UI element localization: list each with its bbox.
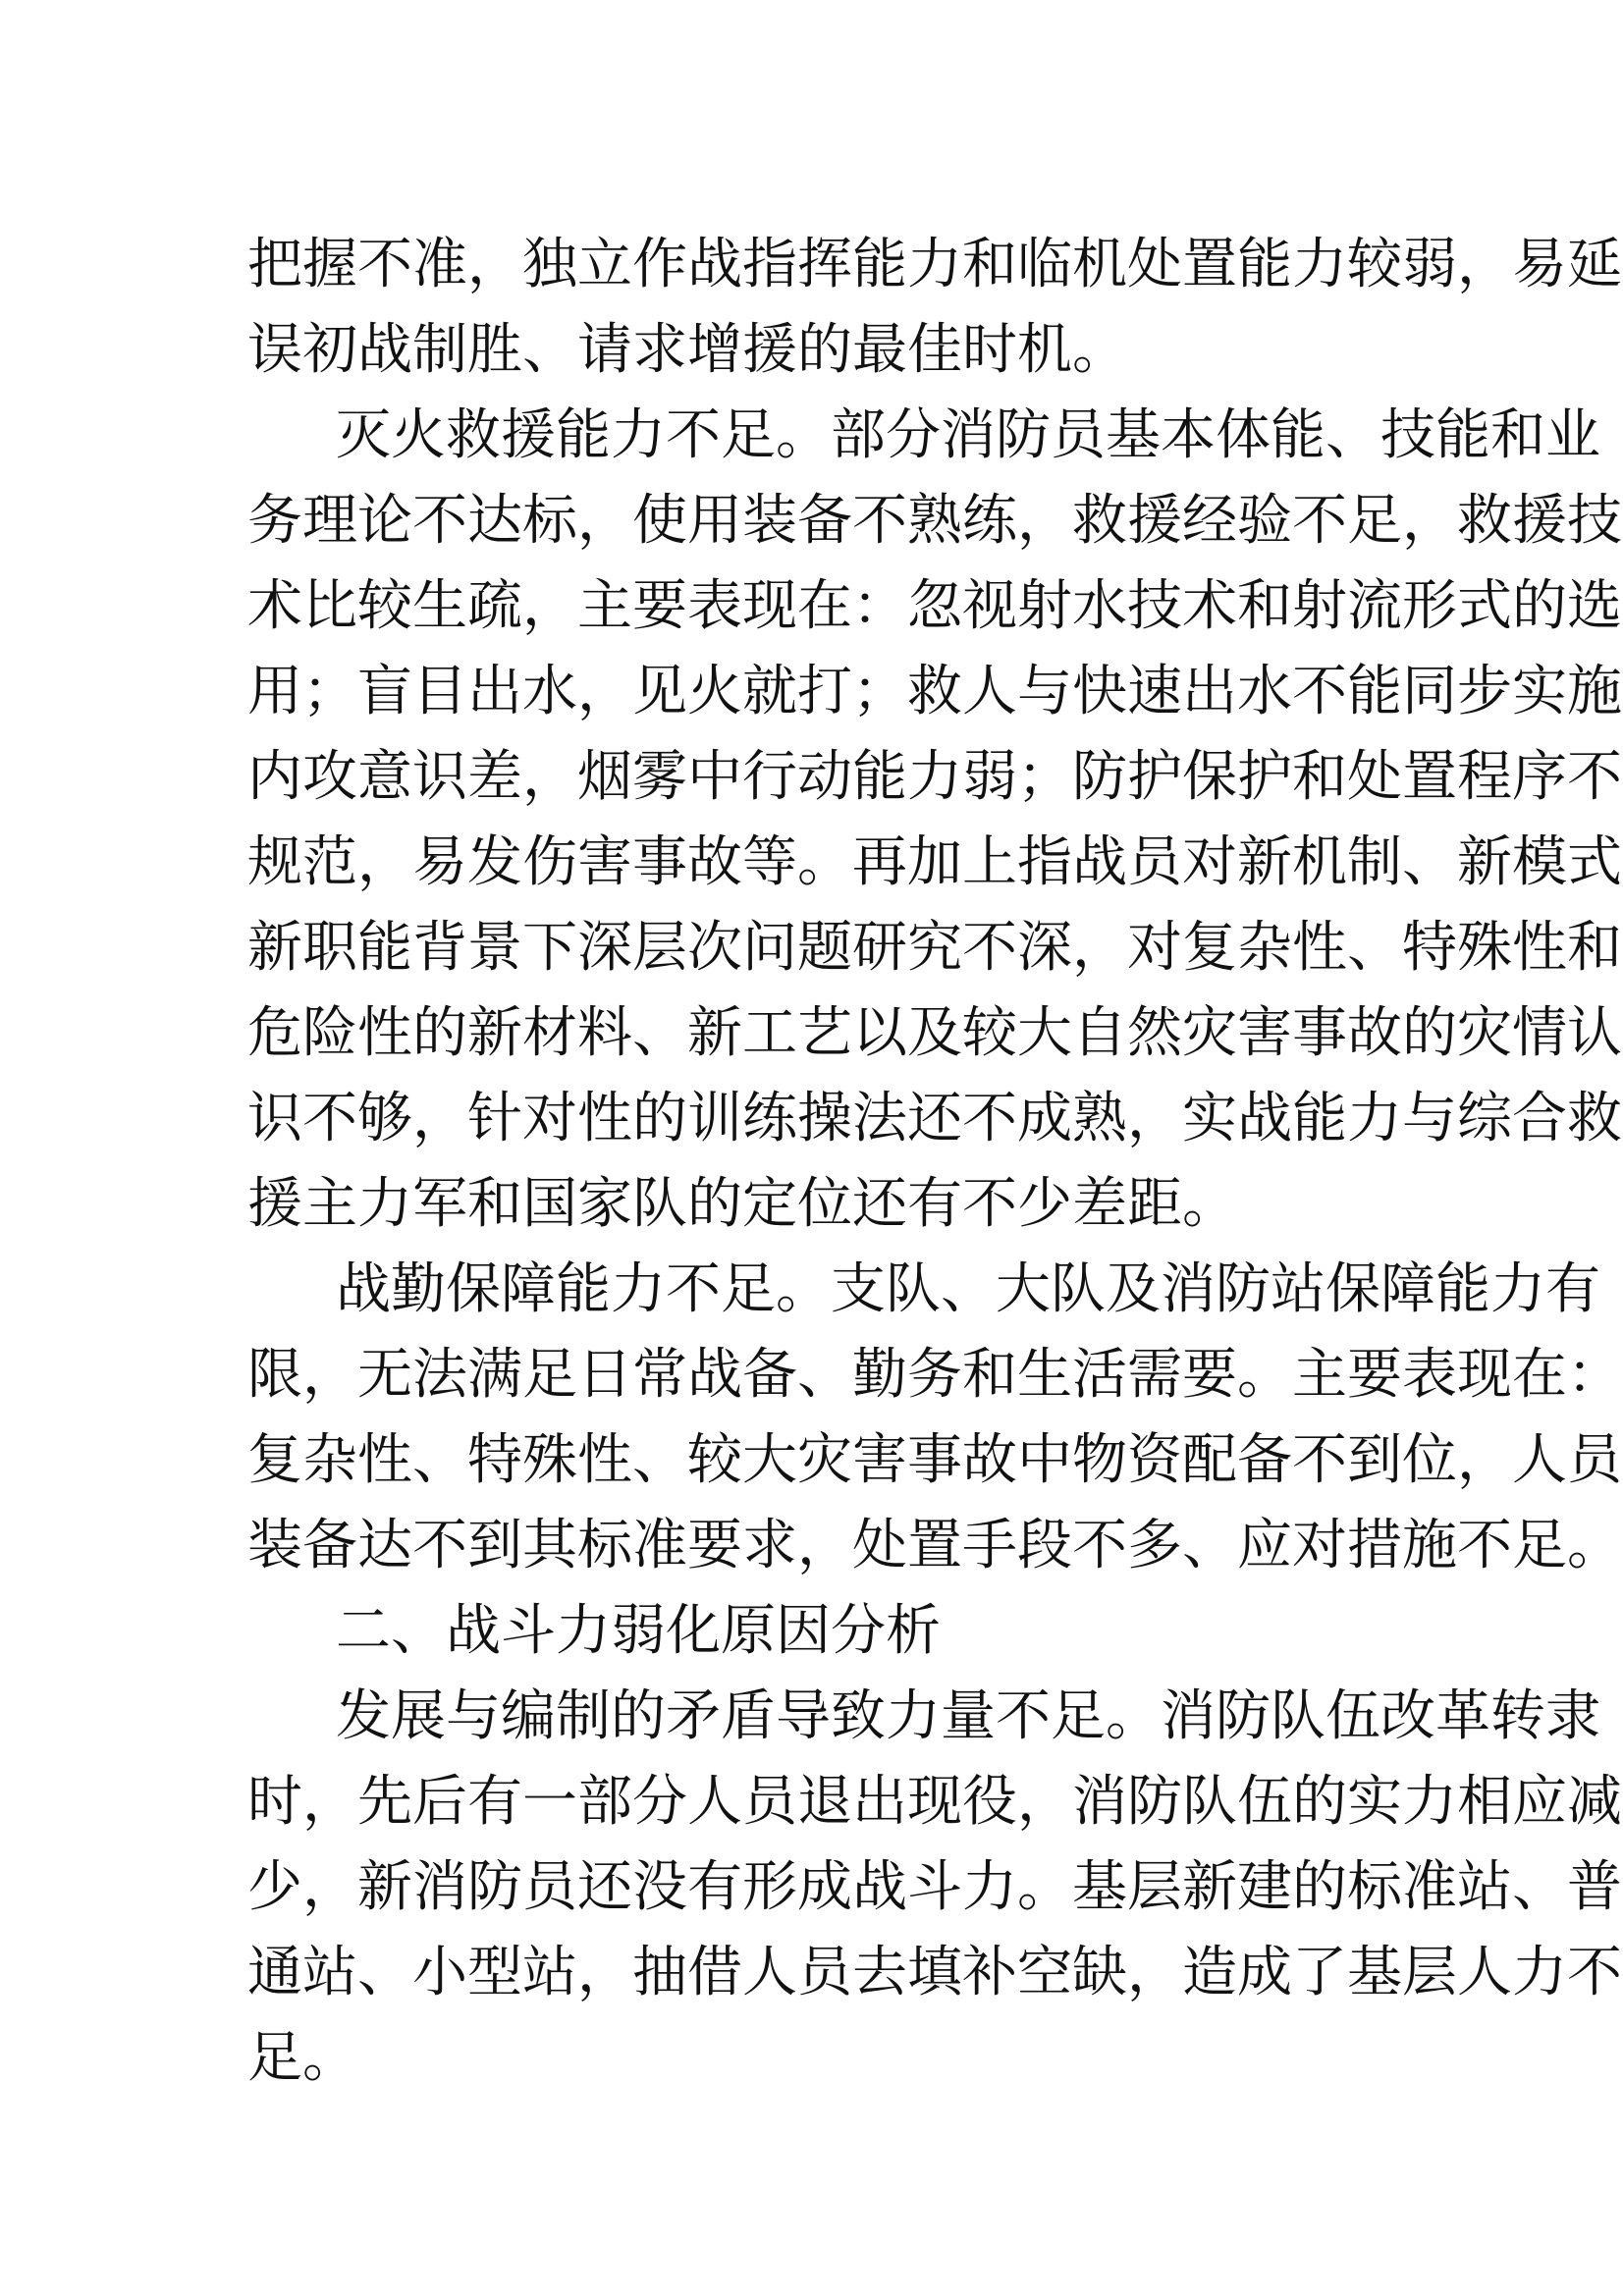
text-line: 灭火救援能力不足。部分消防员基本体能、技能和业 — [336, 403, 1600, 467]
paragraph — [247, 1247, 1622, 1588]
text-line: 误初战制胜、请求增援的最佳时机。 — [247, 318, 1127, 382]
text-line: 少，新消防员还没有形成战斗力。基层新建的标准站、普 — [247, 1855, 1622, 1919]
text-line: 发展与编制的矛盾导致力量不足。消防队伍改革转隶 — [336, 1684, 1600, 1748]
text-line: 足。 — [247, 2026, 357, 2090]
paragraph — [247, 222, 1622, 393]
paragraph — [247, 1674, 1622, 2101]
text-line: 战勤保障能力不足。支队、大队及消防站保障能力有 — [336, 1257, 1600, 1321]
text-line: 用；盲目出水，见火就打；救人与快速出水不能同步实施 — [247, 660, 1622, 723]
text-line: 规范，易发伤害事故等。再加上指战员对新机制、新模式 — [247, 830, 1622, 894]
text-line: 识不够，针对性的训练操法还不成熟，实战能力与综合救 — [247, 1087, 1622, 1150]
document-page — [247, 222, 1622, 2101]
text-line: 通站、小型站，抽借人员去填补空缺，造成了基层人力不 — [247, 1941, 1622, 2004]
text-line: 内攻意识差，烟雾中行动能力弱；防护保护和处置程序不 — [247, 745, 1622, 809]
text-line: 新职能背景下深层次问题研究不深，对复杂性、特殊性和 — [247, 916, 1622, 980]
text-line: 限，无法满足日常战备、勤务和生活需要。主要表现在： — [247, 1343, 1622, 1407]
text-line: 援主力军和国家队的定位还有不少差距。 — [247, 1172, 1237, 1236]
section-heading — [247, 1588, 1388, 1674]
text-line: 把握不准，独立作战指挥能力和临机处置能力较弱，易延 — [247, 233, 1622, 296]
paragraph — [247, 393, 1622, 1247]
text-line: 复杂性、特殊性、较大灾害事故中物资配备不到位，人员 — [247, 1428, 1622, 1492]
text-line: 装备达不到其标准要求，处置手段不多、应对措施不足。 — [247, 1514, 1622, 1577]
text-line: 二、战斗力弱化原因分析 — [336, 1599, 941, 1663]
text-line: 务理论不达标，使用装备不熟练，救援经验不足，救援技 — [247, 489, 1622, 553]
text-line: 危险性的新材料、新工艺以及较大自然灾害事故的灾情认 — [247, 1001, 1622, 1065]
text-line: 时，先后有一部分人员退出现役，消防队伍的实力相应减 — [247, 1770, 1622, 1834]
text-line: 术比较生疏，主要表现在：忽视射水技术和射流形式的选 — [247, 574, 1622, 638]
